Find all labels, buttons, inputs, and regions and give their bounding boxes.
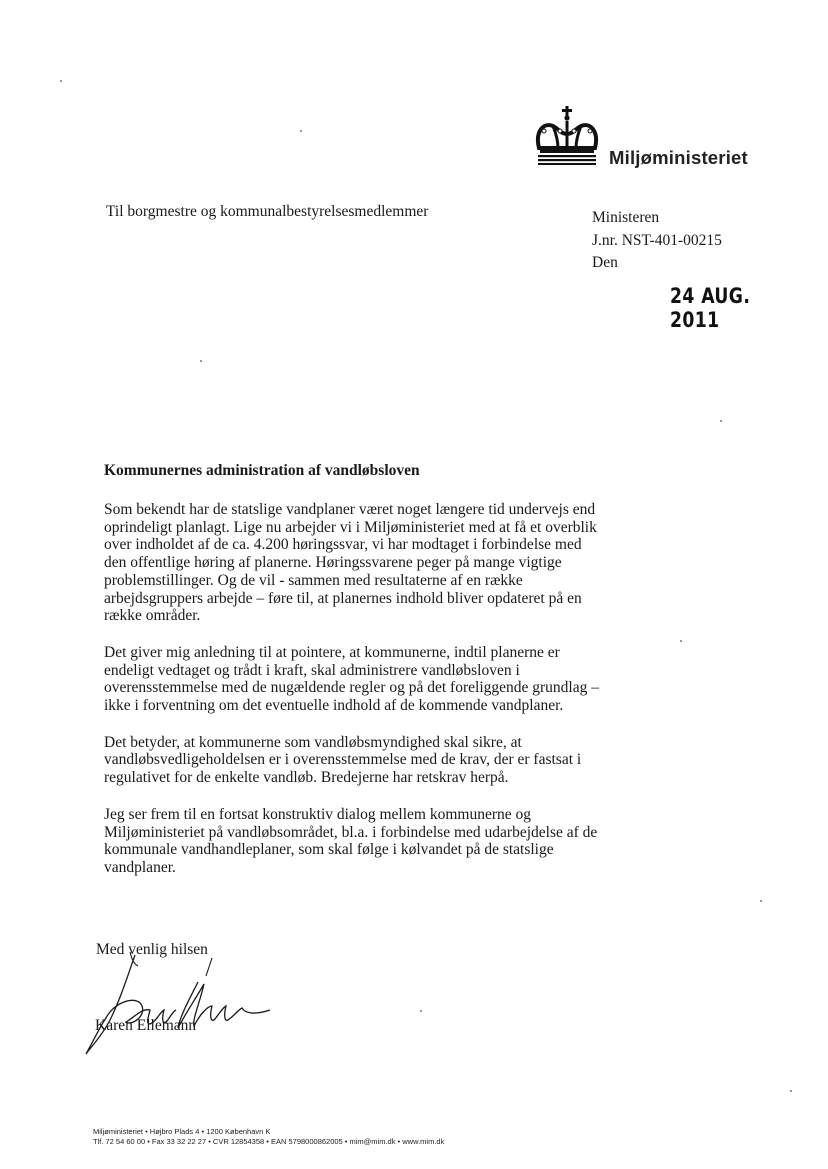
letter-meta (592, 207, 722, 275)
journal-number: J.nr. NST-401-00215 (592, 231, 722, 249)
letter-body (104, 501, 604, 896)
recipient-line: Til borgmestre og kommunalbestyrelsesmedlemmer (106, 203, 429, 220)
ministry-name: Miljøministeriet (609, 147, 748, 168)
scan-speck (680, 640, 682, 642)
scan-speck (790, 1090, 792, 1092)
scan-speck (760, 900, 762, 902)
closing-salutation: Med venlig hilsen (96, 941, 208, 958)
scan-speck (60, 80, 62, 82)
body-paragraph: Som bekendt har de statslige vandplaner været noget længere tid undervejs end oprindeligt planlagt. Lige nu arbejder vi i Miljøministeriet med at få et overblik over indholdet af de ca. 4.200 høringssvar, vi har modtaget i forbindelse med den offentlige høring af planerne. Høringssvarene peger på mange vigtige problemstillinger. Og de vil - sammen med resultaterne af en række arbejdsgruppers arbejde – føre til, at planernes indhold bliver opdateret på en række områder. (104, 501, 597, 625)
scan-speck (200, 360, 202, 362)
footer-contact: Tlf. 72 54 60 00 • Fax 33 32 22 27 • CVR 12854358 • EAN 5798000862005 • mim@mim.dk • www.mim.dk (93, 1136, 445, 1146)
footer-address: Miljøministeriet • Højbro Plads 4 • 1200 København K (93, 1127, 271, 1136)
royal-crown-icon (533, 104, 601, 166)
date-label: Den (592, 254, 618, 271)
letter-subject: Kommunernes administration af vandløbsloven (104, 462, 420, 479)
body-paragraph: Det giver mig anledning til at pointere, at kommunerne, indtil planerne er endeligt vedtaget og trådt i kraft, skal administrere vandløbsloven i overensstemmelse med de nugældende regler og på det foreliggende grundlag – ikke i forventning om det eventuelle indhold af de kommende vandplaner. (104, 643, 599, 715)
signer-name: Karen Ellemann (95, 1017, 197, 1034)
scan-speck (720, 420, 722, 422)
body-paragraph: Det betyder, at kommunerne som vandløbsmyndighed skal sikre, at vandløbsvedligeholdelsen er i overensstemmelse med de krav, der er fastsat i regulativet for de enkelte vandløb. Bredejerne har retskrav herpå. (104, 733, 582, 787)
sender-label: Ministeren (592, 209, 660, 226)
body-paragraph: Jeg ser frem til en fortsat konstruktiv dialog mellem kommunerne og Miljøministeriet på vandløbsområdet, bl.a. i forbindelse med udarbejdelse af de kommunale vandhandleplaner, som skal følge i kølvandet på de statslige vandplaner. (104, 805, 598, 876)
letter-footer (93, 1127, 444, 1146)
handwritten-signature (80, 950, 280, 1060)
date-stamp: 24 AUG. 2011 (670, 284, 751, 332)
scan-speck (420, 1010, 422, 1012)
scan-speck (300, 130, 302, 132)
